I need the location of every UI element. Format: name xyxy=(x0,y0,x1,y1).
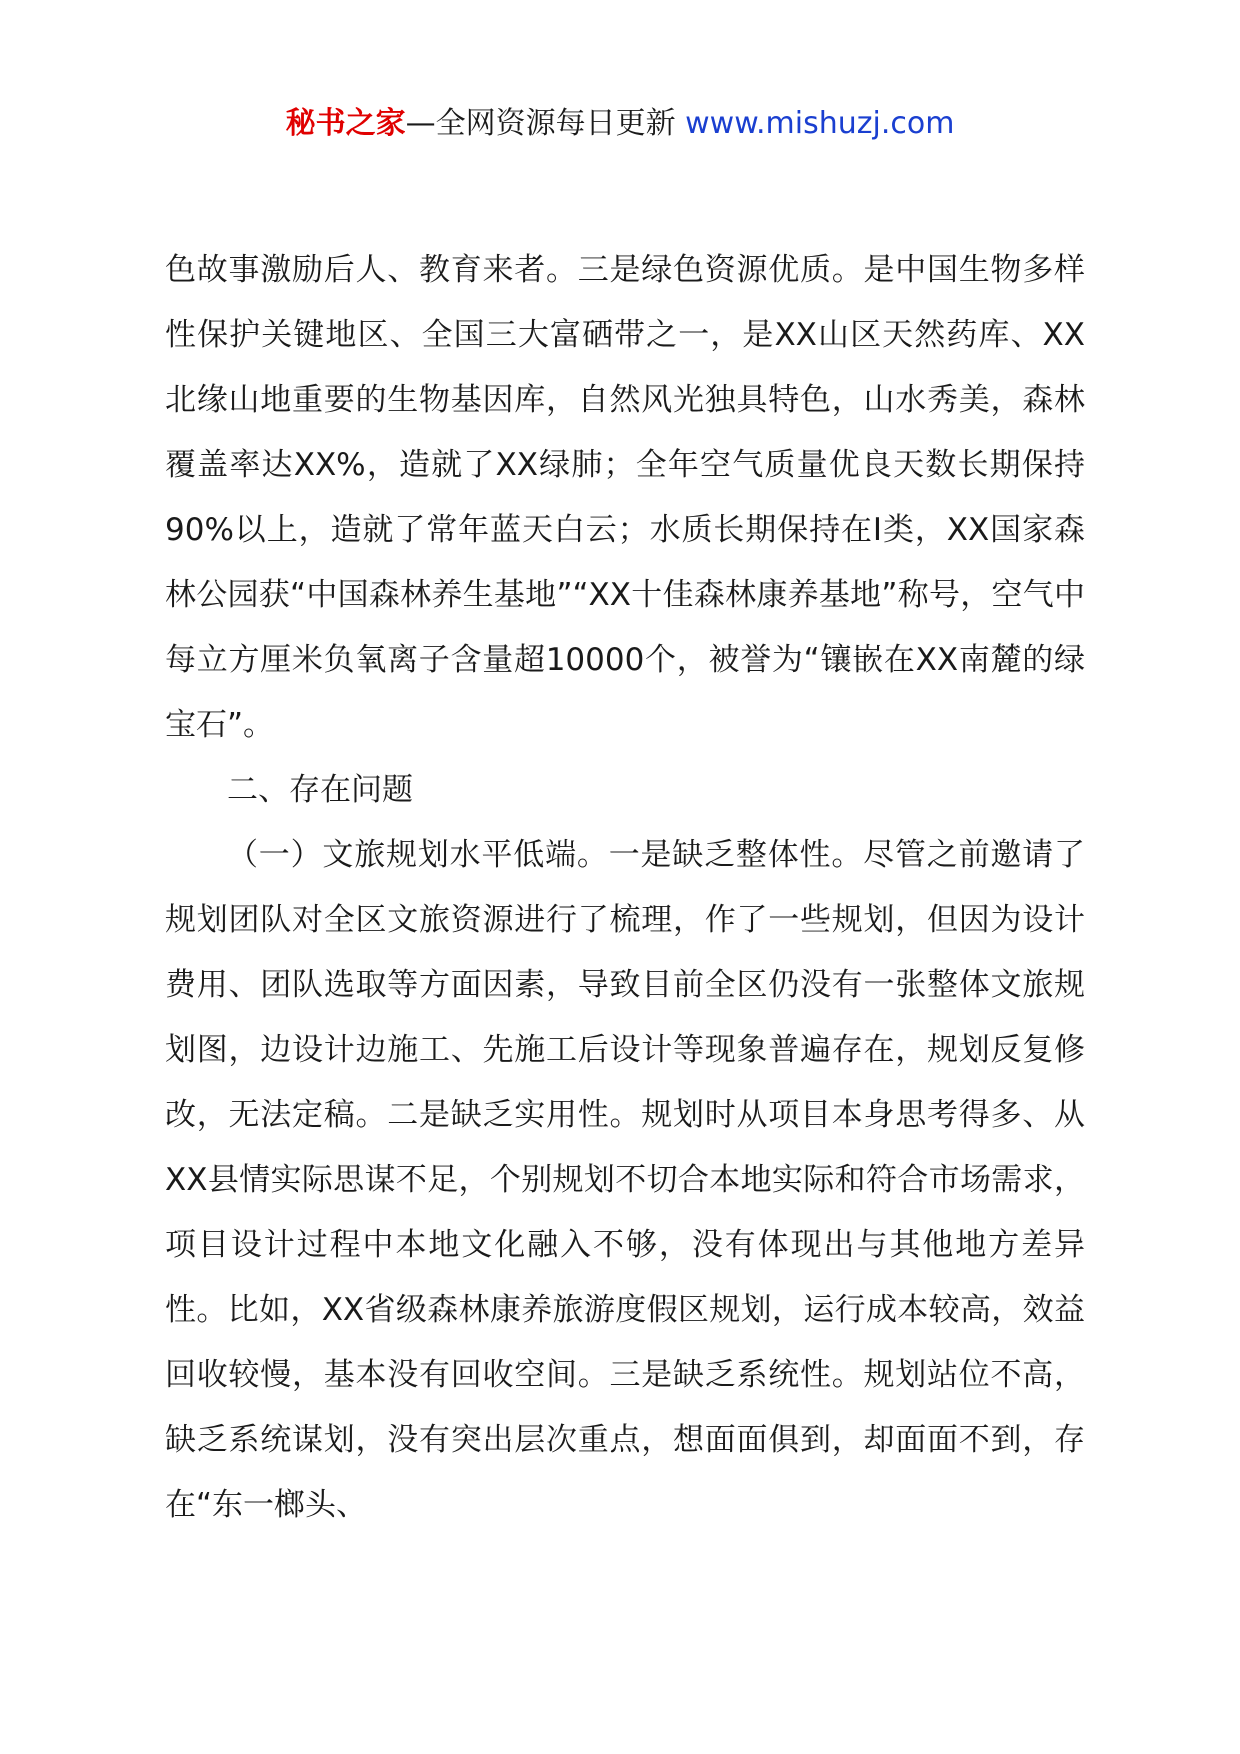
page-header xyxy=(0,100,1240,148)
section-heading: 二、存在问题 xyxy=(227,772,413,808)
header-url-link[interactable]: www.mishuzj.com xyxy=(685,106,955,141)
body-paragraph-2: （一）文旅规划水平低端。一是缺乏整体性。尽管之前邀请了规划团队对全区文旅资源进行了梳理，作了一些规划，但因为设计费用、团队选取等方面因素，导致目前全区仍没有一张整体文旅规划图，边设计边施工、先施工后设计等现象普遍存在，规划反复修改，无法定稿。二是缺乏实用性。规划时从项目本身思考得多、从XX县情实际思谋不足，个别规划不切合本地实际和符合市场需求，项目设计过程中本地文化融入不够，没有体现出与其他地方差异性。比如，XX省级森林康养旅游度假区规划，运行成本较高，效益回收较慢，基本没有回收空间。三是缺乏系统性。规划站位不高，缺乏系统谋划，没有突出层次重点，想面面俱到，却面面不到，存在“东一榔头、 xyxy=(165,837,1085,1523)
body-paragraph-1: 色故事激励后人、教育来者。三是绿色资源优质。是中国生物多样性保护关键地区、全国三大富硒带之一，是XX山区天然药库、XX北缘山地重要的生物基因库，自然风光独具特色，山水秀美，森林覆盖率达XX%，造就了XX绿肺；全年空气质量优良天数长期保持90%以上，造就了常年蓝天白云；水质长期保持在Ⅰ类，XX国家森林公园获“中国森林养生基地”“XX十佳森林康养基地”称号，空气中每立方厘米负氧离子含量超10000个，被誉为“镶嵌在XX南麓的绿宝石”。 xyxy=(165,252,1085,743)
header-brand: 秘书之家 xyxy=(285,106,406,141)
document-body xyxy=(165,238,1085,1538)
header-tagline: —全网资源每日更新 xyxy=(405,106,686,141)
